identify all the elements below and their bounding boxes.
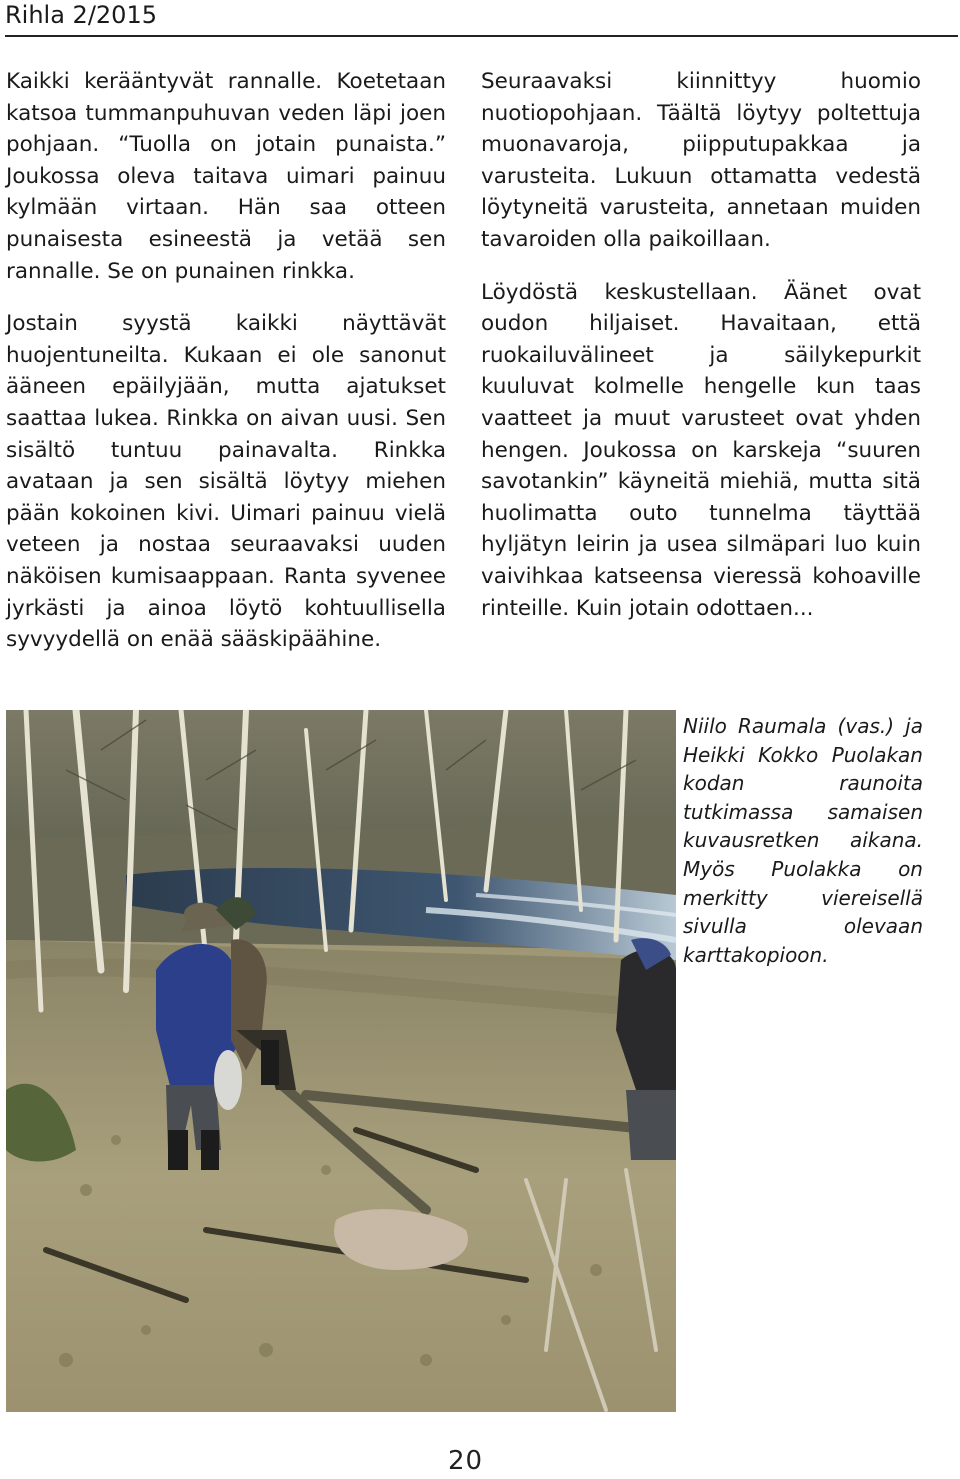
header-rule [5, 35, 958, 37]
right-paragraph-1: Seuraavaksi kiinnittyy huomio nuotiopohjaan. Täältä löytyy poltettuja muonavaroja, piipputupakkaa ja varusteita. Lukuun ottamatta vedestä löytyneitä varusteita, annetaan muiden tavaroiden olla paikoillaan. [481, 69, 921, 252]
left-paragraph-1: Kaikki kerääntyvät rannalle. Koetetaan katsoa tummanpuhuvan veden läpi joen pohjaan. “Tuolla on jotain punaista.” Joukossa oleva taitava uimari painuu kylmään virtaan. Hän saa otteen punaisesta esineestä ja vetää sen rannalle. Se on punainen rinkka. [6, 69, 446, 284]
left-paragraph-2: Jostain syystä kaikki näyttävät huojentuneilta. Kukaan ei ole sanonut ääneen epäilyjään, mutta ajatukset saattaa lukea. Rinkka on aivan uusi. Sen sisältö tuntuu painavalta. Rinkka avataan ja sen sisältä löytyy miehen pään kokoinen kivi. Uimari painuu vielä veteen ja nostaa seuraavaksi uuden näköisen kumisaappaan. Ranta syvenee jyrkästi ja ainoa löytö kohtuullisella syvyydellä on enää sääskipäähine. [6, 311, 446, 653]
forest-river-photo [6, 710, 676, 1412]
right-paragraph-2: Löydöstä keskustellaan. Äänet ovat oudon hiljaiset. Havaitaan, että ruokailuvälineet ja säilykepurkit kuuluvat kolmelle hengelle kun taas vaatteet ja muut varusteet ovat yhden hengen. Joukossa on karskeja “suuren savotankin” käyneitä miehiä, mutta sitä huolimatta outo tunnelma täyttää hyljätyn leirin ja usea silmäpari luo kuin vaivihkaa katseensa vieressä kohoaville rinteille. Kuin jotain odottaen... [481, 279, 921, 621]
left-column [6, 66, 446, 677]
page-number: 20 [448, 1446, 484, 1476]
journal-header: Rihla 2/2015 [5, 1, 157, 29]
photo-caption: Niilo Raumala (vas.) ja Heikki Kokko Puolakan kodan raunoita tutkimassa samaisen kuvausretken aikana. Myös Puolakka on merkitty viereisellä sivulla olevaan karttakopioon. [683, 714, 923, 967]
right-column [481, 66, 921, 645]
